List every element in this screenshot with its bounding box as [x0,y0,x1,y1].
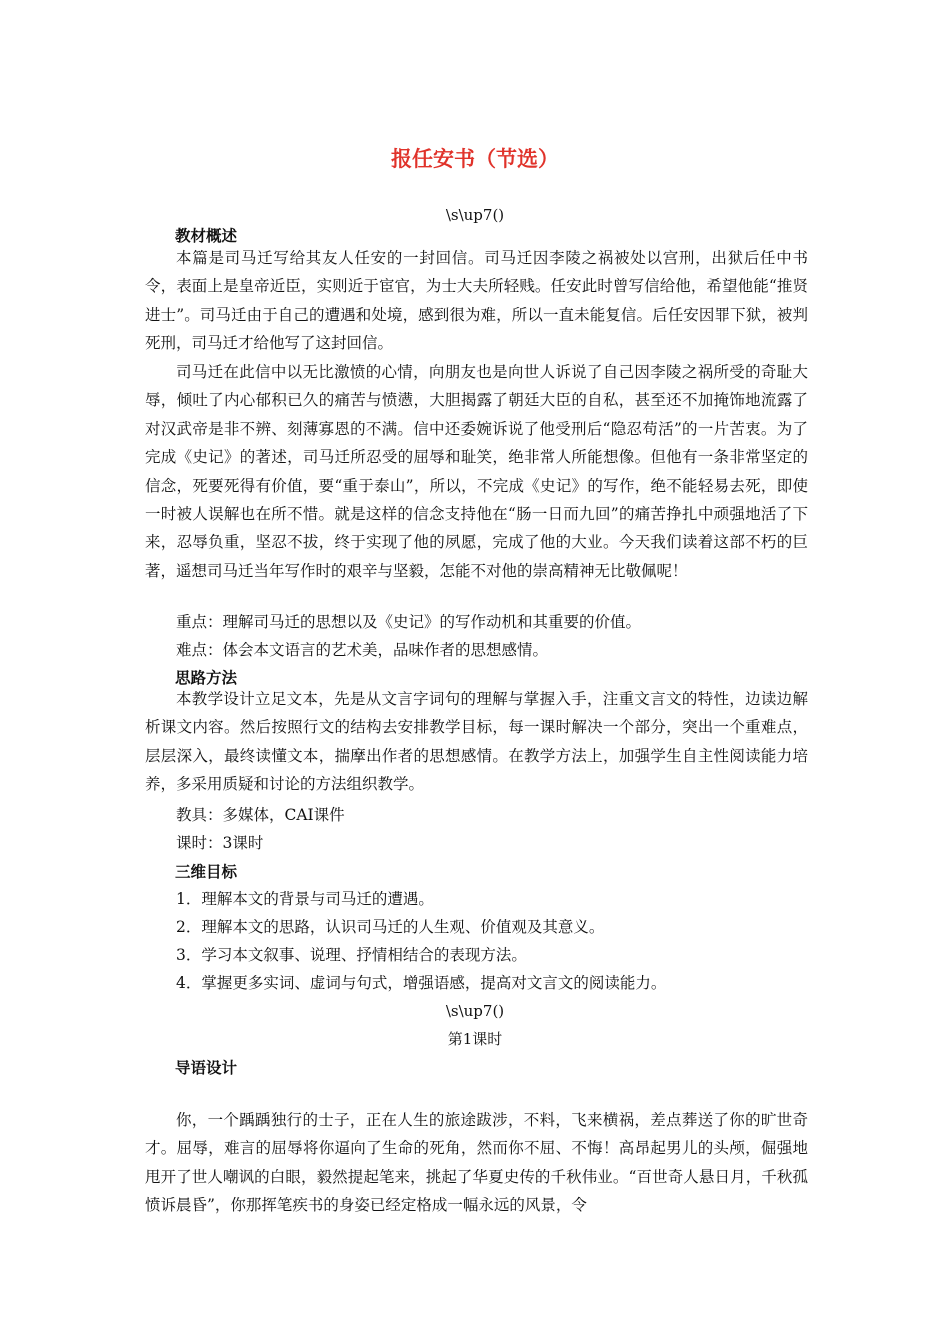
tools-text: 教具：多媒体，CAI课件 [176,806,345,824]
goal-item-3: 3．学习本文叙事、说理、抒情相结合的表现方法。 [176,946,527,964]
hours-text: 课时：3课时 [176,834,264,852]
goal-item-1: 1．理解本文的背景与司马迁的遭遇。 [176,890,434,908]
overview-paragraph-1: 本篇是司马迁写给其友人任安的一封回信。司马迁因李陵之祸被处以宫刑，出狱后任中书令，表面上是皇帝近臣，实则近于宦官，为士大夫所轻贱。任安此时曾写信给他，希望他能“推贤进士”。司马迁由于自己的遭遇和处境，感到很为难，所以一直未能复信。后任安因罪下狱，被判死刑，司马迁才给他写了这封回信。 [145,249,808,353]
field-code-marker: \s\up7() [445,206,505,224]
overview-paragraph-2: 司马迁在此信中以无比激愤的心情，向朋友也是向世人诉说了自己因李陵之祸所受的奇耻大辱，倾吐了内心郁积已久的痛苦与愤懑，大胆揭露了朝廷大臣的自私，甚至还不加掩饰地流露了对汉武帝是非不辨、刻薄寡恩的不满。信中还委婉诉说了他受刑后“隐忍苟活”的一片苦衷。为了完成《史记》的著述，司马迁所忍受的屈辱和耻笑，绝非常人所能想像。但他有一条非常坚定的信念，死要死得有价值，要“重于泰山”，所以，不完成《史记》的写作，绝不能轻易去死，即使一时被人误解也在所不惜。就是这样的信念支持他在“肠一日而九回”的痛苦挣扎中顽强地活了下来，忍辱负重，坚忍不拔，终于实现了他的夙愿，完成了他的大业。今天我们读着这部不朽的巨著，遥想司马迁当年写作时的艰辛与坚毅，怎能不对他的崇高精神无比敬佩呢！ [145,363,808,580]
section-heading-method: 思路方法 [175,668,238,687]
section-heading-overview: 教材概述 [175,226,238,245]
difficulty-text: 难点：体会本文语言的艺术美，品味作者的思想感情。 [176,641,549,659]
section-heading-intro: 导语设计 [175,1058,238,1077]
method-paragraph: 本教学设计立足文本，先是从文言字词句的理解与掌握入手，注重文言文的特性，边读边解析课文内容。然后按照行文的结构去安排教学目标，每一课时解决一个部分，突出一个重难点，层层深入，最终读懂文本，揣摩出作者的思想感情。在教学方法上，加强学生自主性阅读能力培养，多采用质疑和讨论的方法组织教学。 [145,690,808,794]
lesson-label: 第1课时 [447,1030,503,1048]
key-point-text: 重点：理解司马迁的思想以及《史记》的写作动机和其重要的价值。 [176,613,642,631]
section-heading-goals: 三维目标 [175,862,238,881]
goal-item-2: 2．理解本文的思路，认识司马迁的人生观、价值观及其意义。 [176,918,605,936]
field-code-marker-2: \s\up7() [445,1002,505,1020]
intro-paragraph: 你，一个踽踽独行的士子，正在人生的旅途跋涉，不料，飞来横祸，差点葬送了你的旷世奇才。屈辱，难言的屈辱将你逼向了生命的死角，然而你不屈、不悔！高昂起男儿的头颅，倔强地甩开了世人嘲讽的白眼，毅然提起笔来，挑起了华夏史传的千秋伟业。“百世奇人悬日月，千秋孤愤诉晨昏”，你那挥笔疾书的身姿已经定格成一幅永远的风景，令 [145,1111,808,1215]
goal-item-4: 4．掌握更多实词、虚词与句式，增强语感，提高对文言文的阅读能力。 [176,974,667,992]
document-title: 报任安书（节选） [391,146,559,171]
